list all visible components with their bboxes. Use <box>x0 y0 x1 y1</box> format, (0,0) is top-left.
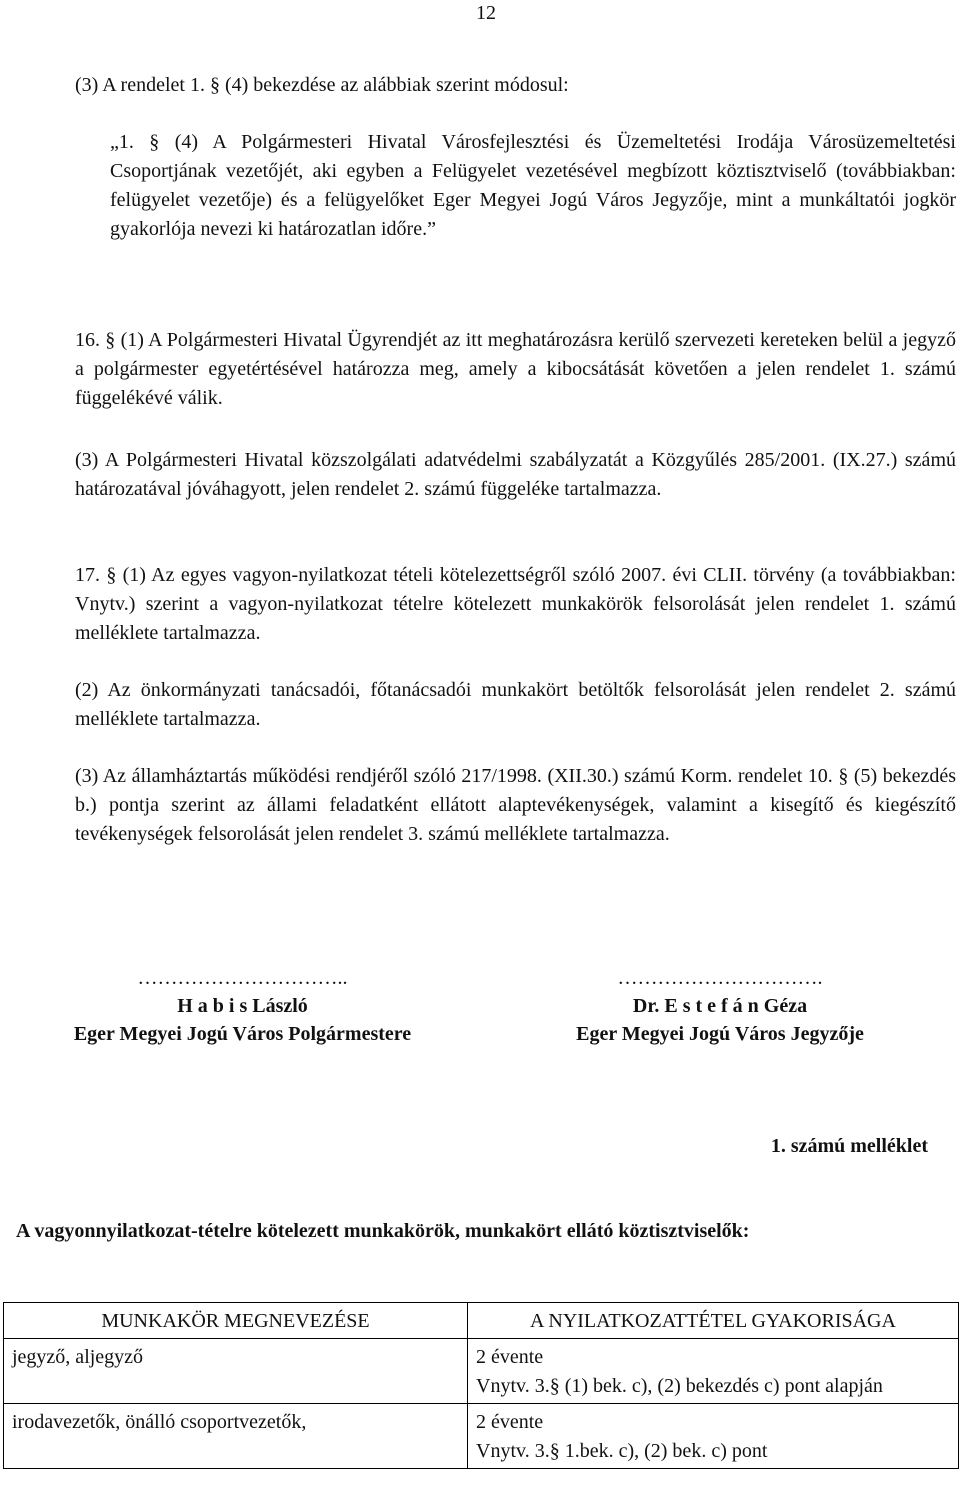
signature-line: …………………………. <box>617 967 823 989</box>
annex-title: A vagyonnyilatkozat-tételre kötelezett munkakörök, munkakört ellátó köztisztviselők: <box>16 1220 750 1242</box>
cell-frequency: 2 évente Vnytv. 3.§ (1) bek. c), (2) bekezdés c) pont alapján <box>468 1339 959 1404</box>
page-number: 12 <box>476 2 496 24</box>
section-17-paragraph-2: (2) Az önkormányzati tanácsadói, főtanácsadói munkakört betöltők felsorolását jelen rendelet 2. számú melléklete tartalmazza. <box>75 679 956 730</box>
table-row <box>4 1339 959 1404</box>
header-frequency: A NYILATKOZATTÉTEL GYAKORISÁGA <box>468 1303 959 1339</box>
cell-position: irodavezetők, önálló csoportvezetők, <box>4 1404 468 1469</box>
signatory-title: Eger Megyei Jogú Város Jegyzője <box>576 1023 864 1045</box>
section-16-paragraph-1: 16. § (1) A Polgármesteri Hivatal Ügyrendjét az itt meghatározásra kerülő szervezeti kereteken belül a jegyző a polgármester egyetértésével határozza meg, amely a kibocsátását követően a jelen rendelet 1. számú függelékévé válik. <box>75 329 956 409</box>
section-17-paragraph-1: 17. § (1) Az egyes vagyon-nyilatkozat tételi kötelezettségről szóló 2007. évi CLII. törvény (a továbbiakban: Vnytv.) szerint a vagyon-nyilatkozat tételre kötelezett munkakörök felsorolását jelen rendelet 1. számú melléklete tartalmazza. <box>75 564 956 644</box>
annex-label: 1. számú melléklet <box>770 1135 928 1157</box>
cell-frequency: 2 évente Vnytv. 3.§ 1.bek. c), (2) bek. c) pont <box>468 1404 959 1469</box>
signature-mayor <box>20 964 465 1048</box>
signatory-name: H a b i s László <box>177 995 308 1017</box>
table-row <box>4 1404 959 1469</box>
signatory-name: Dr. E s t e f á n Géza <box>632 995 808 1017</box>
positions-table <box>3 1302 959 1469</box>
section-16-paragraph-3: (3) A Polgármesteri Hivatal közszolgálati adatvédelmi szabályzatát a Közgyűlés 285/2001. (IX.27.) számú határozatával jóváhagyott, jelen rendelet 2. számú függeléke tartalmazza. <box>75 449 956 500</box>
section-17-paragraph-3: (3) Az államháztartás működési rendjéről szóló 217/1998. (XII.30.) számú Korm. rendelet 10. § (5) bekezdés b.) pontja szerint az állami feladatként ellátott alaptevékenységek, valamint a kisegítő és kiegészítő tevékenységek felsorolását jelen rendelet 3. számú melléklete tartalmazza. <box>75 765 956 845</box>
table-header-row <box>4 1303 959 1339</box>
header-position: MUNKAKÖR MEGNEVEZÉSE <box>4 1303 468 1339</box>
quoted-paragraph: „1. § (4) A Polgármesteri Hivatal Városfejlesztési és Üzemeltetési Irodája Városüzemeltetési Csoportjának vezetőjét, aki egyben a Felügyelet vezetésével megbízott köztisztviselő (továbbiakban: felügyelet vezetője) és a felügyelőket Eger Megyei Jogú Város Jegyzője, mint a munkáltatói jogkör gyakorlója nevezi ki határozatlan időre.” <box>110 131 956 240</box>
signatory-title: Eger Megyei Jogú Város Polgármestere <box>73 1023 412 1045</box>
cell-position: jegyző, aljegyző <box>4 1339 468 1404</box>
intro-paragraph: (3) A rendelet 1. § (4) bekezdése az alábbiak szerint módosul: <box>75 74 569 96</box>
signature-notary <box>510 964 930 1048</box>
signature-line: ………………………….. <box>137 967 348 989</box>
